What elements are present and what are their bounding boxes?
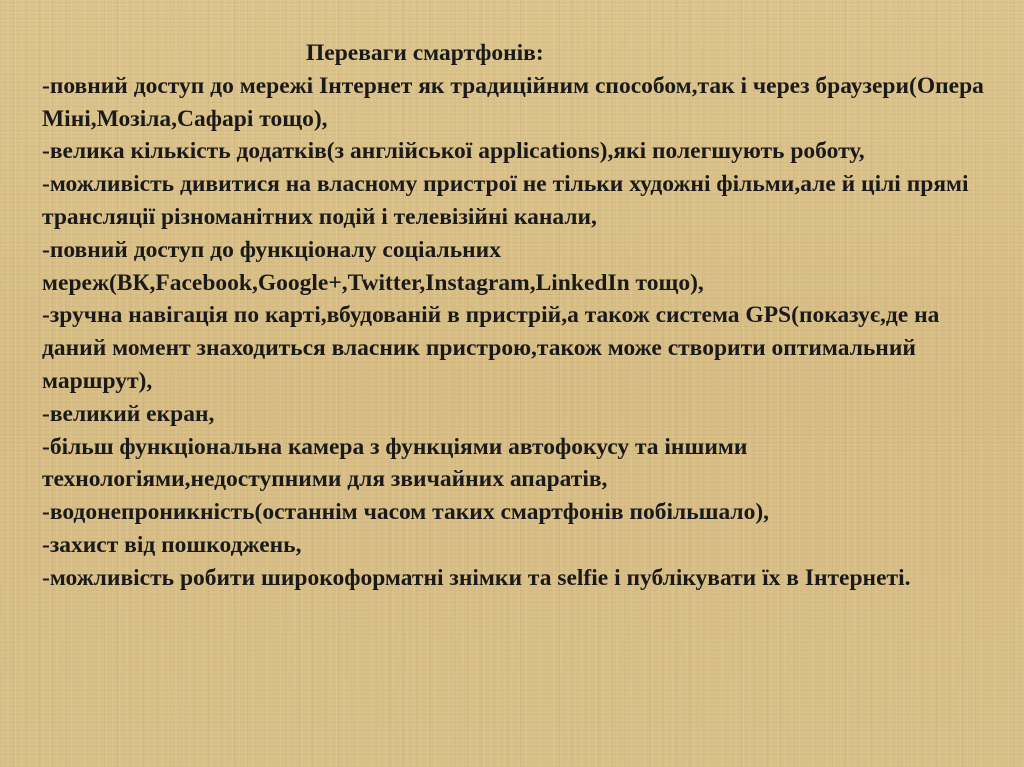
list-item-video-broadcasts: -можливість дивитися на власному пристрої не тільки художні фільми,але й цілі прямі трансляції різноманітних подій і телевізійні канали, <box>42 171 969 230</box>
list-item-gps-navigation: -зручна навігація по карті,вбудованій в пристрій,а також система GPS(показує,де на даний момент знаходиться власник пристрою,також може створити оптимальний маршрут), <box>42 302 940 394</box>
list-item-large-screen: -великий екран, <box>42 400 215 427</box>
slide-title: Переваги смартфонів: <box>306 40 544 66</box>
list-item-selfie: -можливість робити широкоформатні знімки та selfie і публікувати їх в Інтернеті. <box>42 564 911 591</box>
advantages-list <box>42 70 992 595</box>
list-item-social-networks: -повний доступ до функціоналу соціальних мереж(ВК,Facebook,Google+,Twitter,Instagram,LinkedIn тощо), <box>42 236 704 296</box>
slide-text-block <box>42 37 992 595</box>
list-item-internet-access: -повний доступ до мережі Інтернет як традиційним способом,так і через браузери(Опера Міні,Мозіла,Сафарі тощо), <box>42 72 984 132</box>
list-item-waterproof: -водонепроникність(останнім часом таких смартфонів побільшало), <box>42 499 770 526</box>
list-item-applications: -велика кількість додатків(з англійської applications),які полегшують роботу, <box>42 138 865 165</box>
list-item-camera: -більш функціональна камера з функціями автофокусу та іншими технологіями,недоступними для звичайних апаратів, <box>42 433 748 493</box>
list-item-damage-protection: -захист від пошкоджень, <box>42 531 302 558</box>
